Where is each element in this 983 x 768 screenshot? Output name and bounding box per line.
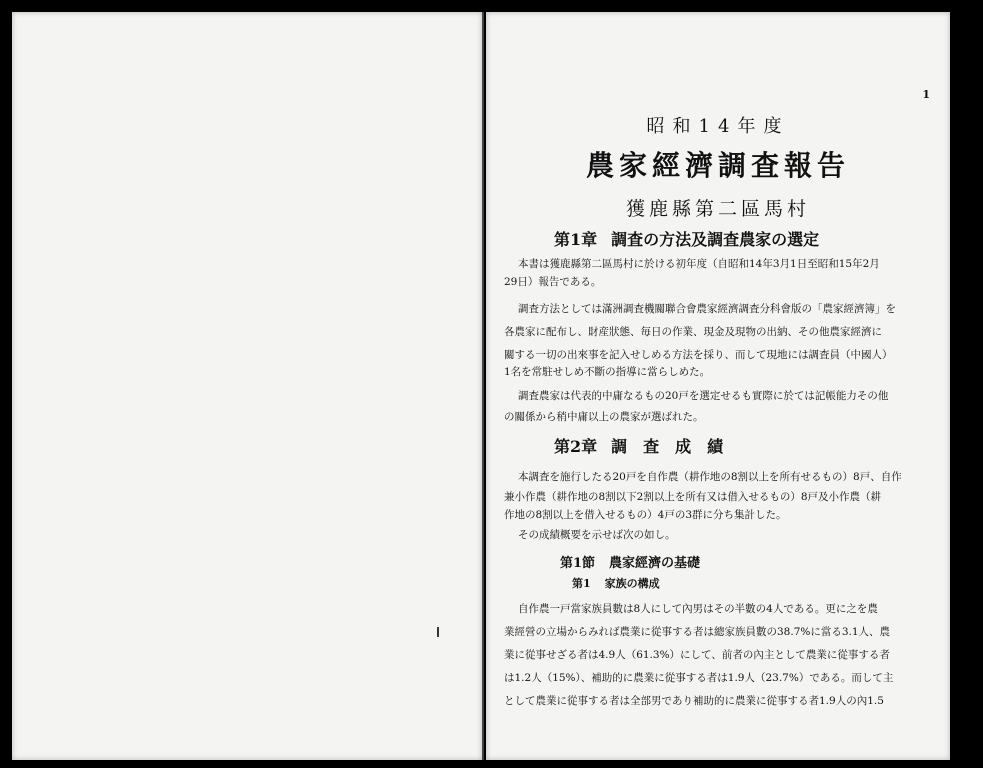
paragraph-line: 1名を常駐せしめ不斷の指導に當らしめた。 bbox=[504, 366, 711, 378]
chapter1-title: 調査の方法及調査農家の選定 bbox=[611, 230, 820, 249]
left-page-mark bbox=[437, 627, 439, 637]
chapter1-heading bbox=[554, 227, 819, 250]
paragraph-line: 作地の8割以上を借入せるもの）4戸の3群に分ち集計した。 bbox=[504, 509, 787, 521]
chapter1-number: 第1章 bbox=[554, 230, 598, 249]
left-page-blank bbox=[12, 12, 484, 760]
section1-subheading bbox=[572, 575, 660, 591]
report-title: 農家經濟調査報告 bbox=[585, 149, 850, 182]
chapter2-title: 調 査 成 績 bbox=[611, 437, 724, 456]
section1-number: 第1節 bbox=[560, 556, 596, 571]
paragraph-line: 關する一切の出來事を記入せしめる方法を採り、而して現地には調査員（中國人） bbox=[504, 349, 893, 361]
paragraph-line: 調査農家は代表的中庸なるもの20戸を選定せるも實際に於ては記帳能力その他 bbox=[518, 390, 889, 402]
section1-title: 農家經濟の基礎 bbox=[609, 556, 701, 571]
paragraph-line: 業經營の立場からみれば農業に從事する者は總家族員數の38.7%に當る3.1人、農 bbox=[504, 626, 891, 638]
paragraph-line: 各農家に配布し、財産狀態、毎日の作業、現金及現物の出納、その他農家經濟に bbox=[504, 326, 882, 338]
chapter2-heading bbox=[554, 434, 723, 457]
paragraph-line: 兼小作農（耕作地の8割以下2割以上を所有又は借入せるもの）8戸及小作農（耕 bbox=[504, 491, 882, 503]
section1-sub-number: 第1 bbox=[572, 577, 591, 590]
paragraph-line: として農業に從事する者は全部男であり補助的に農業に從事する者1.9人の內1.5 bbox=[504, 695, 884, 707]
paragraph-line: 本調査を施行したる20戸を自作農（耕作地の8割以上を所有せるもの）8戸、自作 bbox=[518, 471, 902, 483]
paragraph-line: の關係から稍中庸以上の農家が選ばれた。 bbox=[504, 411, 704, 423]
report-era: 昭和14年度 bbox=[646, 116, 790, 137]
right-page bbox=[486, 12, 950, 760]
section1-heading bbox=[560, 552, 700, 571]
paragraph-line: は1.2人（15%）、補助的に農業に從事する者は1.9人（23.7%）である。而して主 bbox=[504, 672, 894, 684]
report-subtitle: 獲鹿縣第二區馬村 bbox=[625, 198, 810, 220]
section1-sub-title: 家族の構成 bbox=[604, 577, 660, 590]
page-number: 1 bbox=[922, 88, 930, 101]
paragraph-line: 29日）報告である。 bbox=[504, 276, 602, 288]
paragraph-line: 自作農一戸當家族員數は8人にして內男はその半數の4人である。更に之を農 bbox=[518, 603, 878, 615]
paragraph-line: その成績概要を示せば次の如し。 bbox=[518, 529, 676, 541]
paragraph-line: 業に從事せざる者は4.9人（61.3%）にして、前者の內主として農業に從事する者 bbox=[504, 649, 890, 661]
paragraph-line: 調査方法としては滿洲調査機關聯合會農家經濟調査分科會版の「農家經濟簿」を bbox=[518, 303, 896, 315]
chapter2-number: 第2章 bbox=[554, 437, 598, 456]
paragraph-line: 本書は獲鹿縣第二區馬村に於ける初年度（自昭和14年3月1日至昭和15年2月 bbox=[518, 258, 880, 270]
